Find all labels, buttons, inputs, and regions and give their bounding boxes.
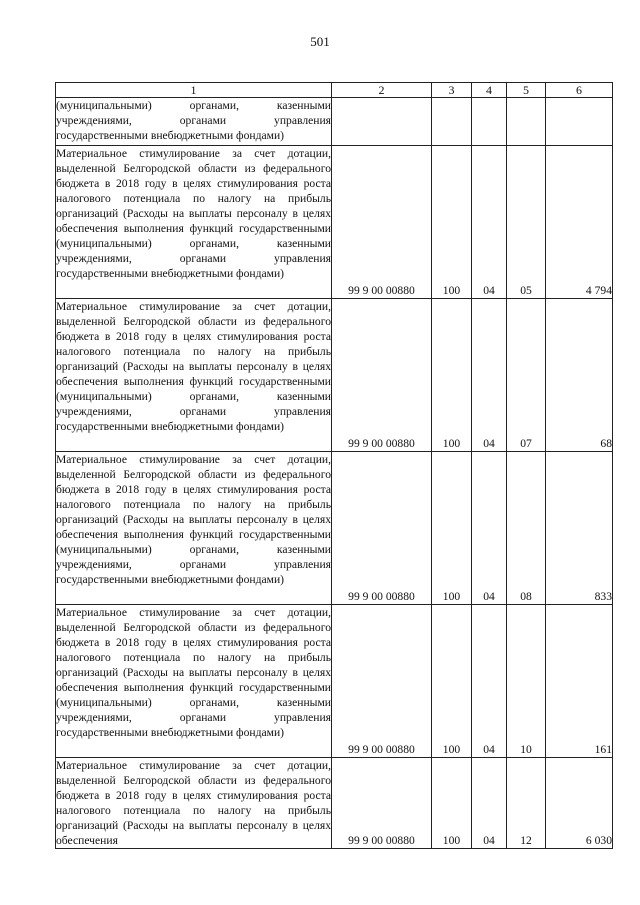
header-col-2: 2	[332, 83, 432, 98]
row-amount: 4 794	[546, 146, 613, 299]
row-subsection: 12	[507, 758, 546, 849]
row-description: Материальное стимулирование за счет дотации, выделенной Белгородской области из федерального бюджета в 2018 году в целях стимулирования роста налогового потенциала по налогу на прибыль организаций (Расходы на выплаты персоналу в целях обеспечения	[56, 759, 331, 847]
row-section	[472, 98, 507, 146]
row-section: 04	[472, 758, 507, 849]
table-row	[56, 299, 613, 452]
row-target-code: 99 9 00 00880	[332, 758, 432, 849]
table-row	[56, 452, 613, 605]
table-header-row	[56, 83, 613, 98]
header-col-4: 4	[472, 83, 507, 98]
row-expense-type: 100	[432, 299, 472, 452]
row-amount	[546, 98, 613, 146]
table-row	[56, 758, 613, 849]
table-row	[56, 146, 613, 299]
header-col-3: 3	[432, 83, 472, 98]
row-target-code: 99 9 00 00880	[332, 452, 432, 605]
header-col-6: 6	[546, 83, 613, 98]
row-expense-type: 100	[432, 146, 472, 299]
row-expense-type	[432, 98, 472, 146]
table-row	[56, 605, 613, 758]
row-subsection: 08	[507, 452, 546, 605]
row-description: (муниципальными) органами, казенными учреждениями, органами управления государственными внебюджетными фондами)	[56, 98, 332, 146]
row-subsection: 10	[507, 605, 546, 758]
budget-table	[55, 82, 613, 849]
row-target-code: 99 9 00 00880	[332, 299, 432, 452]
row-expense-type: 100	[432, 605, 472, 758]
row-section: 04	[472, 146, 507, 299]
row-description: Материальное стимулирование за счет дотации, выделенной Белгородской области из федерального бюджета в 2018 году в целях стимулирования роста налогового потенциала по налогу на прибыль организаций (Расходы на выплаты персоналу в целях обеспечения выполнения функций государственными (муниципальными) органами, казенными учреждениями, органами управления государственными внебюджетными фондами)	[56, 146, 332, 299]
row-target-code: 99 9 00 00880	[332, 605, 432, 758]
row-amount: 68	[546, 299, 613, 452]
row-description: Материальное стимулирование за счет дотации, выделенной Белгородской области из федерального бюджета в 2018 году в целях стимулирования роста налогового потенциала по налогу на прибыль организаций (Расходы на выплаты персоналу в целях обеспечения выполнения функций государственными (муниципальными) органами, казенными учреждениями, органами управления государственными внебюджетными фондами)	[56, 452, 332, 605]
table-row	[56, 98, 613, 146]
row-description: Материальное стимулирование за счет дотации, выделенной Белгородской области из федерального бюджета в 2018 году в целях стимулирования роста налогового потенциала по налогу на прибыль организаций (Расходы на выплаты персоналу в целях обеспечения выполнения функций государственными (муниципальными) органами, казенными учреждениями, органами управления государственными внебюджетными фондами)	[56, 605, 332, 758]
row-subsection	[507, 98, 546, 146]
row-target-code	[332, 98, 432, 146]
row-expense-type: 100	[432, 758, 472, 849]
row-section: 04	[472, 299, 507, 452]
row-description: Материальное стимулирование за счет дотации, выделенной Белгородской области из федерального бюджета в 2018 году в целях стимулирования роста налогового потенциала по налогу на прибыль организаций (Расходы на выплаты персоналу в целях обеспечения выполнения функций государственными (муниципальными) органами, казенными учреждениями, органами управления государственными внебюджетными фондами)	[56, 299, 332, 452]
row-amount: 161	[546, 605, 613, 758]
page-number: 501	[310, 34, 330, 49]
row-amount: 833	[546, 452, 613, 605]
row-section: 04	[472, 605, 507, 758]
row-subsection: 07	[507, 299, 546, 452]
header-col-1: 1	[56, 83, 332, 98]
header-col-5: 5	[507, 83, 546, 98]
row-section: 04	[472, 452, 507, 605]
row-amount: 6 030	[546, 758, 613, 849]
row-target-code: 99 9 00 00880	[332, 146, 432, 299]
row-subsection: 05	[507, 146, 546, 299]
row-expense-type: 100	[432, 452, 472, 605]
